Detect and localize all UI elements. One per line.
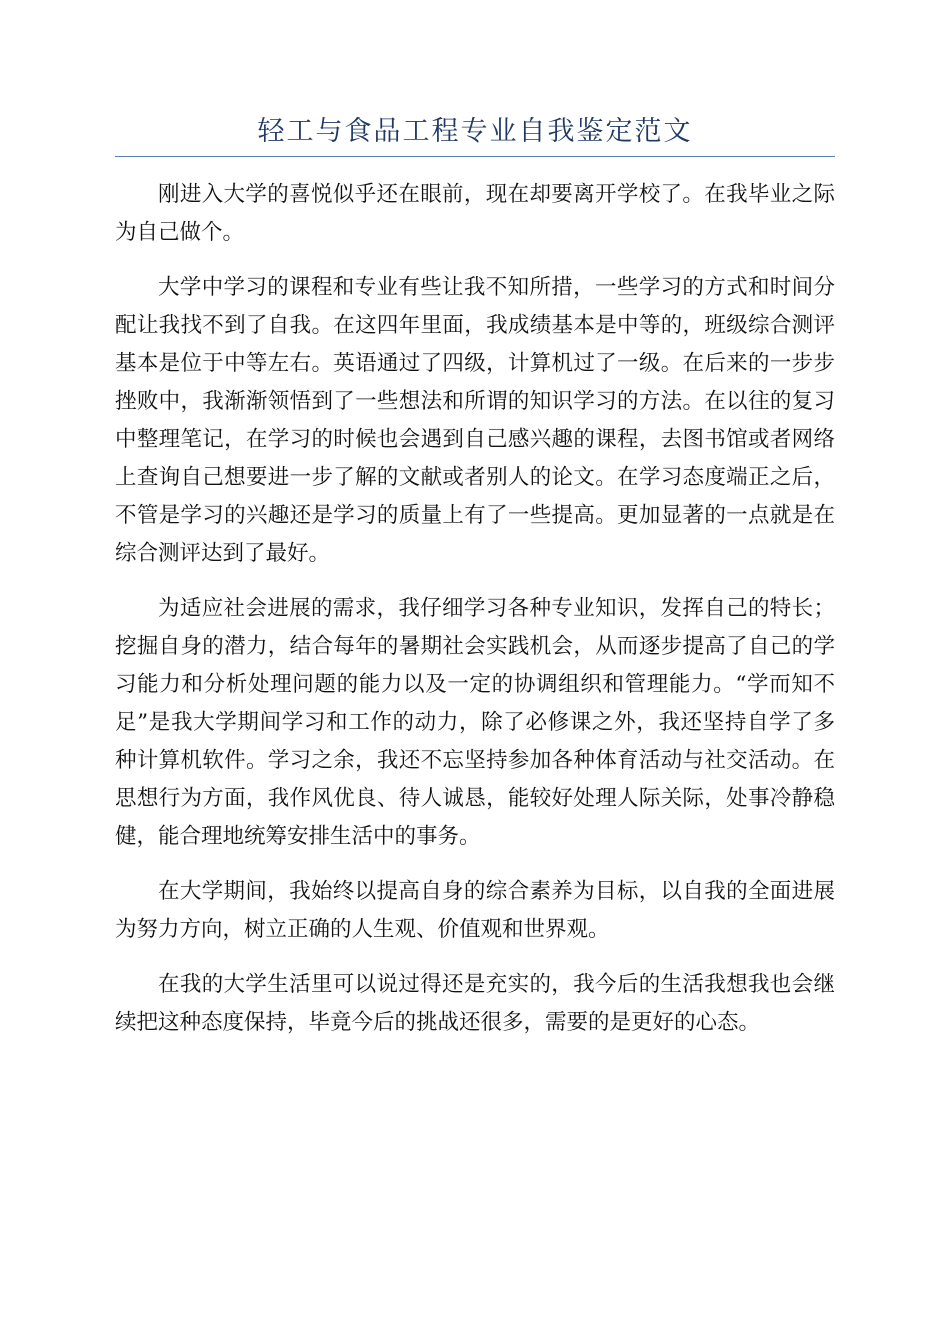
document-title: 轻工与食品工程专业自我鉴定范文 [257,116,693,147]
paragraph-4: 在大学期间，我始终以提高自身的综合素养为目标，以自我的全面进展为努力方向，树立正确的人生观、价值观和世界观。 [115,879,835,942]
paragraph-3: 为适应社会进展的需求，我仔细学习各种专业知识，发挥自己的特长；挖掘自身的潜力，结合每年的暑期社会实践机会，从而逐步提高了自己的学习能力和分析处理问题的能力以及一定的协调组织和管理能力。“学而知不足”是我大学期间学习和工作的动力，除了必修课之外，我还坚持自学了多种计算机软件。学习之余，我还不忘坚持参加各种体育活动与社交活动。在思想行为方面，我作风优良、待人诚恳，能较好处理人际关际，处事冷静稳健，能合理地统筹安排生活中的事务。 [115,596,835,849]
title-block [115,112,835,157]
document-body [115,176,835,1059]
paragraph-2: 大学中学习的课程和专业有些让我不知所措，一些学习的方式和时间分配让我找不到了自我。在这四年里面，我成绩基本是中等的，班级综合测评基本是位于中等左右。英语通过了四级，计算机过了一级。在后来的一步步挫败中，我渐渐领悟到了一些想法和所谓的知识学习的方法。在以往的复习中整理笔记，在学习的时候也会遇到自己感兴趣的课程，去图书馆或者网络上查询自己想要进一步了解的文献或者别人的论文。在学习态度端正之后，不管是学习的兴趣还是学习的质量上有了一些提高。更加显著的一点就是在综合测评达到了最好。 [115,275,835,566]
paragraph-5: 在我的大学生活里可以说过得还是充实的，我今后的生活我想我也会继续把这种态度保持，毕竟今后的挑战还很多，需要的是更好的心态。 [115,972,835,1035]
paragraph-1: 刚进入大学的喜悦似乎还在眼前，现在却要离开学校了。在我毕业之际为自己做个。 [115,182,835,245]
